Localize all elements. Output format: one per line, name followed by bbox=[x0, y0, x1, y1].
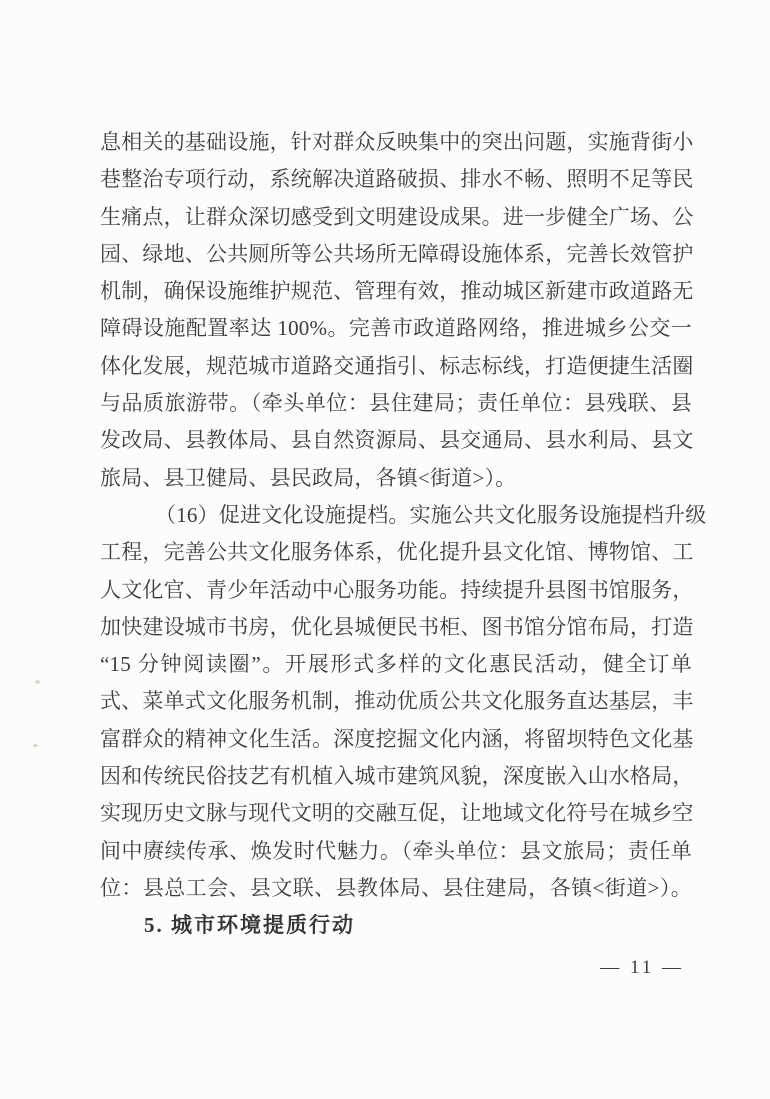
text-line: 巷整治专项行动，系统解决道路破损、排水不畅、照明不足等民 bbox=[100, 167, 694, 192]
text-line: 障碍设施配置率达 100%。完善市政道路网络，推进城乡公交一 bbox=[100, 316, 692, 341]
text-line: “15 分钟阅读圈”。开展形式多样的文化惠民活动，健全订单 bbox=[100, 652, 692, 677]
text-line: 富群众的精神文化生活。深度挖掘文化内涵，将留坝特色文化基 bbox=[100, 726, 694, 751]
text-line: 位：县总工会、县文联、县教体局、县住建局，各镇<街道>）。 bbox=[100, 875, 692, 900]
text-line: 人文化官、青少年活动中心服务功能。持续提升县图书馆服务， bbox=[100, 577, 694, 602]
section-heading: 5. 城市环境提质行动 bbox=[144, 913, 355, 938]
scan-speck bbox=[35, 680, 40, 684]
text-line: 机制，确保设施维护规范、管理有效，推动城区新建市政道路无 bbox=[100, 279, 694, 304]
scan-speck bbox=[33, 744, 38, 747]
text-line: 生痛点，让群众深切感受到文明建设成果。进一步健全广场、公 bbox=[100, 204, 694, 229]
text-line: 工程，完善公共文化服务体系，优化提升县文化馆、博物馆、工 bbox=[100, 540, 694, 565]
text-line: 园、绿地、公共厕所等公共场所无障碍设施体系，完善长效管护 bbox=[100, 241, 694, 266]
text-line: 实现历史文脉与现代文明的交融互促，让地域文化符号在城乡空 bbox=[100, 801, 694, 826]
text-line: 旅局、县卫健局、县民政局，各镇<街道>）。 bbox=[100, 465, 517, 490]
text-line: 加快建设城市书房，优化县城便民书柜、图书馆分馆布局，打造 bbox=[100, 614, 694, 639]
body-text-block bbox=[100, 124, 707, 945]
text-line: 式、菜单式文化服务机制，推动优质公共文化服务直达基层，丰 bbox=[100, 689, 694, 714]
text-line: 体化发展，规范城市道路交通指引、标志标线，打造便捷生活圈 bbox=[100, 353, 694, 378]
text-line: （16）促进文化设施提档。实施公共文化服务设施提档升级 bbox=[155, 502, 707, 527]
text-line: 与品质旅游带。（牵头单位：县住建局；责任单位：县残联、县 bbox=[100, 391, 692, 416]
text-line: 发改局、县教体局、县自然资源局、县交通局、县水利局、县文 bbox=[100, 428, 694, 453]
page-number: — 11 — bbox=[600, 957, 684, 978]
text-line: 息相关的基础设施，针对群众反映集中的突出问题，实施背街小 bbox=[100, 130, 694, 154]
paragraph-item-16 bbox=[100, 497, 707, 907]
text-line: 间中赓续传承、焕发时代魅力。（牵头单位：县文旅局；责任单 bbox=[100, 838, 692, 863]
text-line: 因和传统民俗技艺有机植入城市建筑风貌，深度嵌入山水格局， bbox=[100, 764, 694, 789]
paragraph-continuation bbox=[100, 124, 692, 497]
